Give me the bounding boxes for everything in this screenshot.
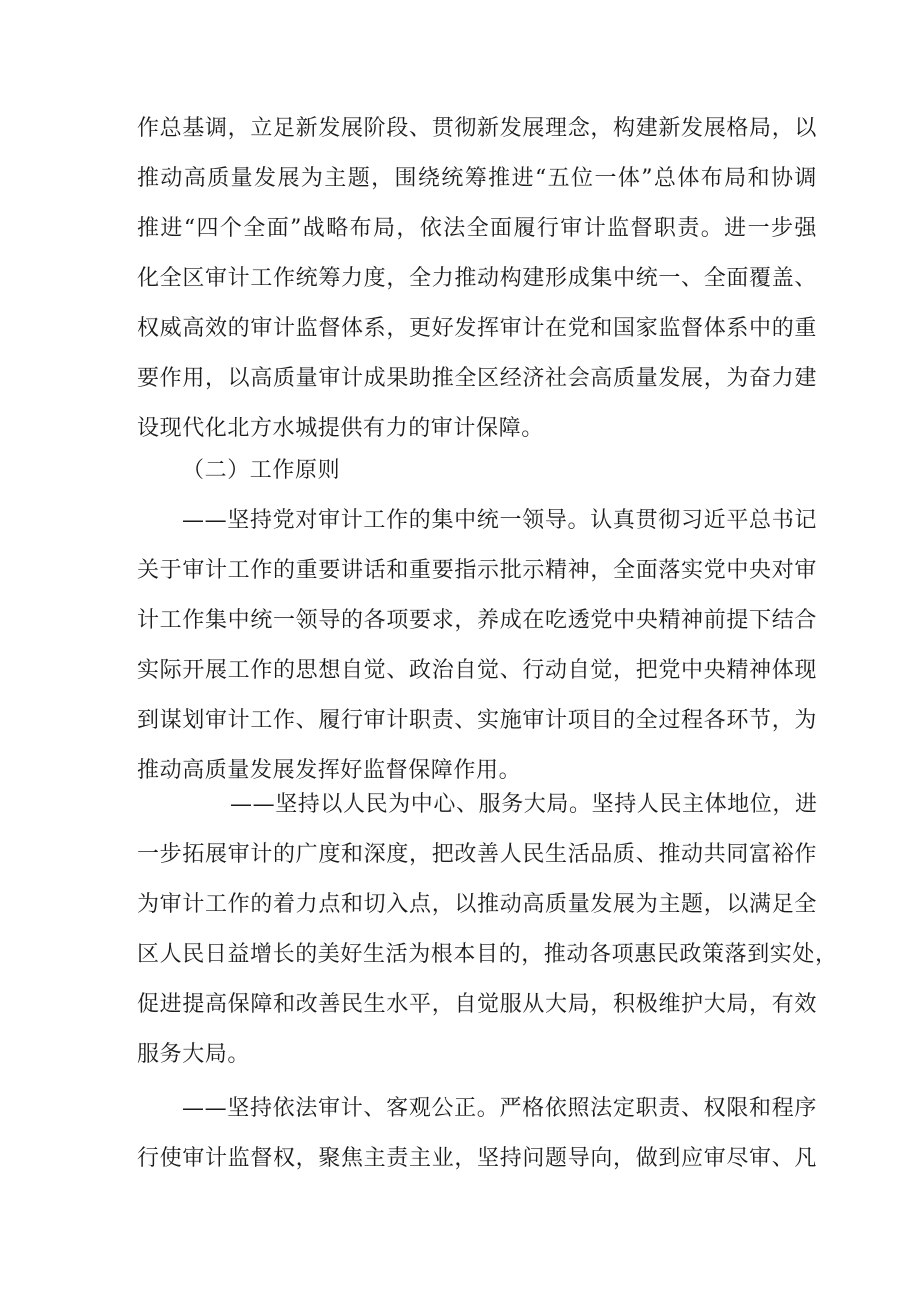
- paragraph-2-line-4: 实际开展工作的思想自觉、政治自觉、行动自觉，把党中央精神体现: [137, 658, 817, 683]
- paragraph-3-line-6: 服务大局。: [137, 1042, 251, 1067]
- paragraph-2-line-6: 推动高质量发展发挥好监督保障作用。: [137, 758, 522, 783]
- paragraph-1-line-3: 推进“四个全面”战略布局，依法全面履行审计监督职责。进一步强: [137, 216, 817, 241]
- paragraph-1-line-7: 设现代化北方水城提供有力的审计保障。: [137, 416, 544, 441]
- paragraph-4-line-1: ——坚持依法审计、客观公正。严格依照法定职责、权限和程序: [182, 1096, 817, 1121]
- paragraph-1-line-1: 作总基调，立足新发展阶段、贯彻新发展理念，构建新发展格局，以: [137, 116, 817, 141]
- paragraph-3-line-3: 为审计工作的着力点和切入点，以推动高质量发展为主题，以满足全: [137, 892, 817, 917]
- paragraph-3-line-5: 促进提高保障和改善民生水平，自觉服从大局，积极维护大局，有效: [137, 992, 817, 1017]
- paragraph-1-line-2: 推动高质量发展为主题，围绕统筹推进“五位一体”总体布局和协调: [137, 166, 817, 191]
- paragraph-2-line-2: 关于审计工作的重要讲话和重要指示批示精神，全面落实党中央对审: [137, 558, 817, 583]
- paragraph-1-line-4: 化全区审计工作统筹力度，全力推动构建形成集中统一、全面覆盖、: [137, 266, 817, 291]
- paragraph-1-line-6: 要作用，以高质量审计成果助推全区经济社会高质量发展，为奋力建: [137, 366, 817, 391]
- paragraph-3-line-2: 一步拓展审计的广度和深度，把改善人民生活品质、推动共同富裕作: [137, 842, 817, 867]
- paragraph-3-line-4: 区人民日益增长的美好生活为根本目的，推动各项惠民政策落到实处，: [137, 942, 838, 967]
- paragraph-4-line-2: 行使审计监督权，聚焦主责主业，坚持问题导向，做到应审尽审、凡: [137, 1146, 817, 1171]
- section-heading: （二）工作原则: [182, 458, 341, 483]
- paragraph-3-line-1: ——坚持以人民为中心、服务大局。坚持人民主体地位，进: [230, 792, 818, 817]
- paragraph-2-line-3: 计工作集中统一领导的各项要求，养成在吃透党中央精神前提下结合: [137, 608, 817, 633]
- paragraph-2-line-1: ——坚持党对审计工作的集中统一领导。认真贯彻习近平总书记: [182, 508, 817, 533]
- paragraph-2-line-5: 到谋划审计工作、履行审计职责、实施审计项目的全过程各环节，为: [137, 708, 817, 733]
- paragraph-1-line-5: 权威高效的审计监督体系，更好发挥审计在党和国家监督体系中的重: [137, 316, 817, 341]
